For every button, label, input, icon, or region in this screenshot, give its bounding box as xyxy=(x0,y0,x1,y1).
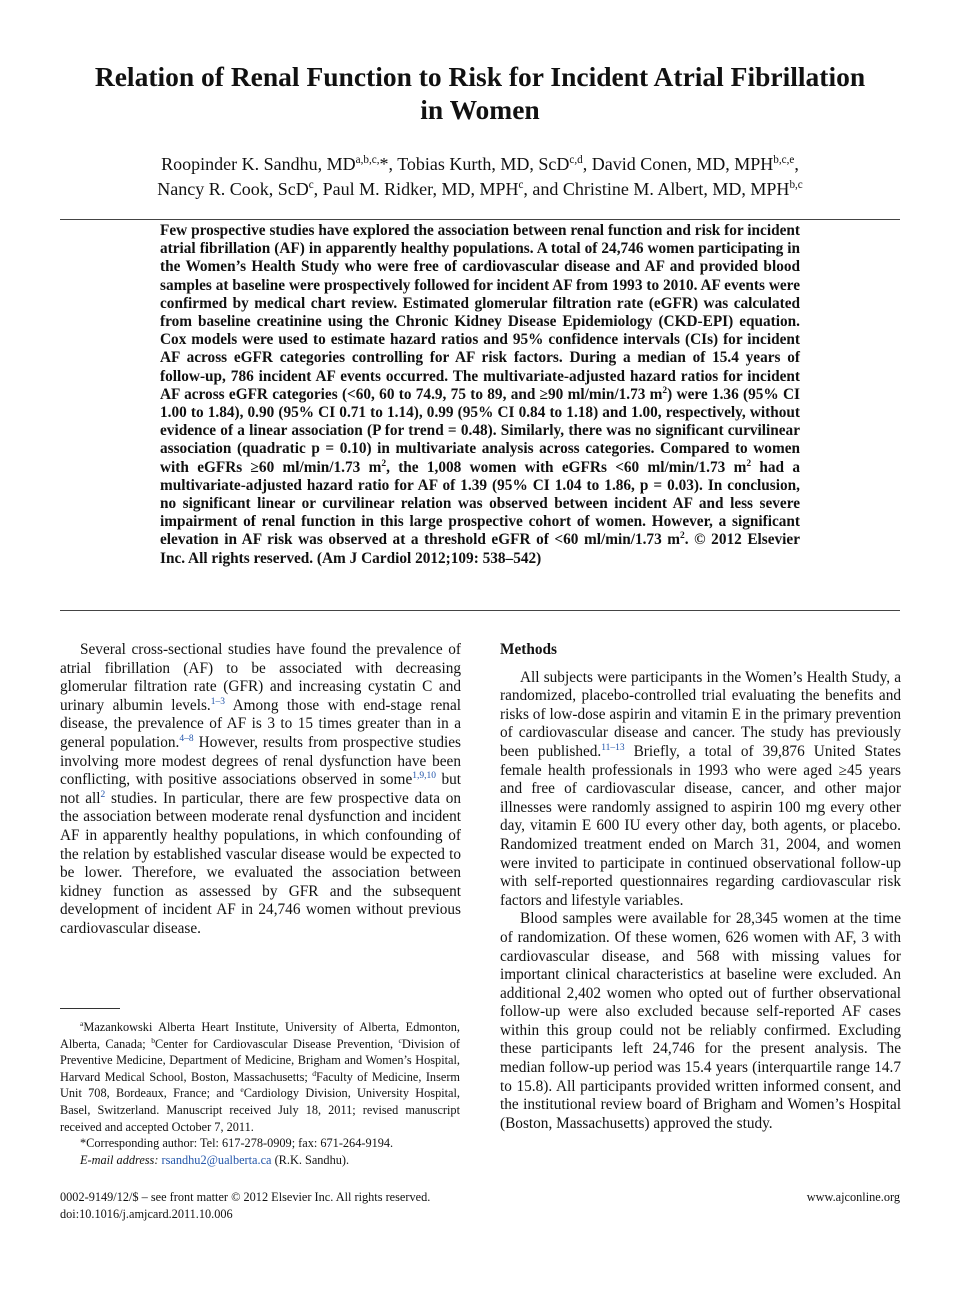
affiliation-marker: e xyxy=(240,1085,244,1095)
author-name: , David Conen, MD, MPH xyxy=(582,154,774,174)
journal-website[interactable]: www.ajconline.org xyxy=(806,1190,900,1204)
superscript: 2 xyxy=(662,385,668,396)
affiliation-text: Cardiology Division, University Hospital, Basel, Switzerland. Manuscript received July 18, 2011; revised manuscript received and accepted October 7, 2011. xyxy=(60,1086,460,1134)
author-name: , Tobias Kurth, MD, ScD xyxy=(388,154,570,174)
title-line-1: Relation of Renal Function to Risk for Incident Atrial Fibrillation xyxy=(94,61,866,92)
body-text: but not all xyxy=(60,771,462,807)
methods-heading: Methods xyxy=(500,641,557,658)
citation-link[interactable]: 1,9,10 xyxy=(412,771,436,782)
abstract-text: had a multivariate-adjusted hazard ratio for AF of 1.39 (95% CI 1.04 to 1.86, p = 0.03). In conclusion, no significant linear or curvilinear relation was observed between incident AF and less severe impairment of renal function in this large prospective cohort of women. However, a significant elevation in AF risk was observed at a threshold eGFR of <60 ml/min/1.73 m xyxy=(160,458,800,549)
affiliation-marker: a xyxy=(80,1018,84,1028)
citation-link[interactable]: 2 xyxy=(100,789,106,800)
abstract-bottom-rule xyxy=(60,610,900,611)
body-text: Several cross-sectional studies have found the prevalence of atrial fibrillation (AF) to be associated with decreasing glomerular filtration rate (GFR) and increasing cystatin C and urinary albumin levels. xyxy=(60,641,461,714)
affiliation-marker: b xyxy=(151,1035,155,1045)
author-name: Roopinder K. Sandhu, MD xyxy=(161,154,356,174)
affiliation-marker: c,d xyxy=(569,154,583,166)
email-link[interactable]: rsandhu2@ualberta.ca xyxy=(161,1152,272,1167)
doi-line: doi:10.1016/j.amjcard.2011.10.006 xyxy=(60,1207,233,1221)
article-title xyxy=(40,60,920,126)
methods-paragraph-2: Blood samples were available for 28,345 women at the time of randomization. Of these women, 626 women with AF, 3 with cardiovascular disease, and 568 with missing values for important clinical characteristics at baseline were excluded. An additional 2,402 women who opted out of further observational follow-up were also excluded because self-reported AF cases within this group could not be reliably confirmed. Excluding these participants left 24,746 for the present analysis. The median follow-up period was 15.4 years (interquartile range 14.7 to 15.8). All participants provided written informed consent, and the institutional review board of Brigham and Women’s Hospital (Boston, Massachusetts) approved the study. xyxy=(500,910,901,1132)
body-text: Among those with end-stage renal disease, the prevalence of AF is 3 to 15 times greater than in a general population. xyxy=(60,696,461,751)
affiliation-marker: c xyxy=(518,179,524,191)
footnotes xyxy=(60,1019,460,1168)
intro-paragraph xyxy=(60,641,461,939)
author-name: , Paul M. Ridker, MD, MPH xyxy=(313,179,519,199)
email-trail: (R.K. Sandhu). xyxy=(271,1152,350,1167)
affiliation-marker: b,c xyxy=(789,179,803,191)
abstract-text: Few prospective studies have explored the association between renal function and risk for incident atrial fibrillation (AF) in apparently healthy populations. A total of 24,746 women participating in the Women’s Health Study who were free of cardiovascular disease and AF and provided blood samples at baseline were prospectively followed for incident AF from 1993 to 2010. AF events were confirmed by medical chart review. Estimated glomerular filtration rate (eGFR) was calculated from baseline creatinine using the Chronic Kidney Disease Epidemiology (CKD-EPI) equation. Cox models were used to estimate hazard ratios and 95% confidence intervals (CIs) for incident AF across eGFR categories controlling for AF risk factors. During a median of 15.4 years of follow-up, 786 incident AF events occurred. The multivariate-adjusted hazard ratios for incident AF across eGFR categories (<60, 60 to 74.9, 75 to 89, and ≥90 ml/min/1.73 m xyxy=(160,222,800,403)
abstract xyxy=(160,222,800,568)
footnote-rule xyxy=(60,1008,120,1009)
corresponding-marker: * xyxy=(379,154,389,174)
abstract-top-rule xyxy=(60,219,900,220)
body-text: All subjects were participants in the Women’s Health Study, a randomized, placebo-controlled trial evaluating the benefits and risks of low-dose aspirin and vitamin E in the primary prevention of cardiovascular disease and cancer. The study has previously been published. xyxy=(500,668,901,760)
body-text: However, results from prospective studies involving more modest degrees of renal dysfunction have been conflicting, with positive associations observed in some xyxy=(60,733,461,789)
author-name: , and Christine M. Albert, MD, MPH xyxy=(523,179,790,199)
email-footnote xyxy=(60,1152,460,1169)
issn-line: 0002-9149/12/$ – see front matter © 2012 Elsevier Inc. All rights reserved. xyxy=(60,1190,431,1204)
affiliation-marker: a,b,c, xyxy=(355,154,380,166)
abstract-text: ) were 1.36 (95% CI 1.00 to 1.84), 0.90 (95% CI 0.71 to 1.14), 0.99 (95% CI 0.84 to 1.18) and 1.00, respectively, without evidence of a linear association (P for trend = 0.48). Similarly, there was no significant curvilinear association (quadratic p = 0.10) in multivariate analysis across categories. Compared to women with eGFRs ≥60 ml/min/1.73 m xyxy=(160,385,800,476)
superscript: 2 xyxy=(680,531,685,542)
abstract-text: . © 2012 Elsevier Inc. All rights reserved. (Am J Cardiol 2012;109: 538–542) xyxy=(160,531,801,567)
affiliation-text: Division of Preventive Medicine, Department of Medicine, Brigham and Women’s Hospital, Harvard Medical School, Boston, Massachusetts; xyxy=(60,1036,461,1084)
title-line-2: in Women xyxy=(420,94,540,125)
right-column xyxy=(500,641,901,1133)
author-name: Nancy R. Cook, ScD xyxy=(157,179,309,199)
affiliation-marker: c xyxy=(308,179,314,191)
citation-link[interactable]: 11–13 xyxy=(601,742,625,753)
citation-link[interactable]: 1–3 xyxy=(210,696,225,707)
left-column xyxy=(60,641,461,939)
email-label: E-mail address: xyxy=(80,1152,162,1167)
affiliation-marker: d xyxy=(312,1068,316,1078)
affiliation-text: Center for Cardiovascular Disease Prevention, xyxy=(155,1036,399,1051)
affiliation-text: Mazankowski Alberta Heart Institute, University of Alberta, Edmonton, Alberta, Canada; xyxy=(60,1020,460,1051)
citation-link[interactable]: 4–8 xyxy=(179,733,194,744)
affiliations-footnote xyxy=(60,1019,460,1135)
body-text: studies. In particular, there are few prospective data on the association between moderate renal dysfunction and incident AF in apparently healthy populations, in which confounding of the relation by established vascular disease would be expected to be lower. Therefore, we evaluated the association between kidney function as assessed by GFR and the subsequent development of incident AF in 24,746 women without previous cardiovascular disease. xyxy=(60,789,461,937)
corresponding-author: *Corresponding author: Tel: 617-278-0909; fax: 671-264-9194. xyxy=(80,1136,394,1151)
author-separator: , xyxy=(794,154,799,174)
superscript: 2 xyxy=(381,458,387,469)
affiliation-text: Faculty of Medicine, Inserm Unit 708, Bordeaux, France; and xyxy=(60,1069,460,1101)
methods-paragraph-1 xyxy=(500,669,901,911)
author-list xyxy=(40,152,920,202)
affiliation-marker: b,c,e xyxy=(773,154,795,166)
journal-footer-left xyxy=(60,1189,430,1223)
abstract-text: , the 1,008 women with eGFRs <60 ml/min/1.73 m xyxy=(386,458,747,476)
affiliation-marker: c xyxy=(398,1035,402,1045)
superscript: 2 xyxy=(746,458,752,469)
body-text: Briefly, a total of 39,876 United States female health professionals in 1993 who were aged ≥45 years and free of cardiovascular disease, cancer, and other major illnesses were randomly assigned to aspirin 100 mg every other day, vitamin E 600 IU every other day, both agents, or placebo. Randomized treatment ended on March 31, 2004, and women were invited to participate in continued observational follow-up with self-reported questionnaires regarding cardiovascular risk factors and lifestyle variables. xyxy=(500,742,901,909)
